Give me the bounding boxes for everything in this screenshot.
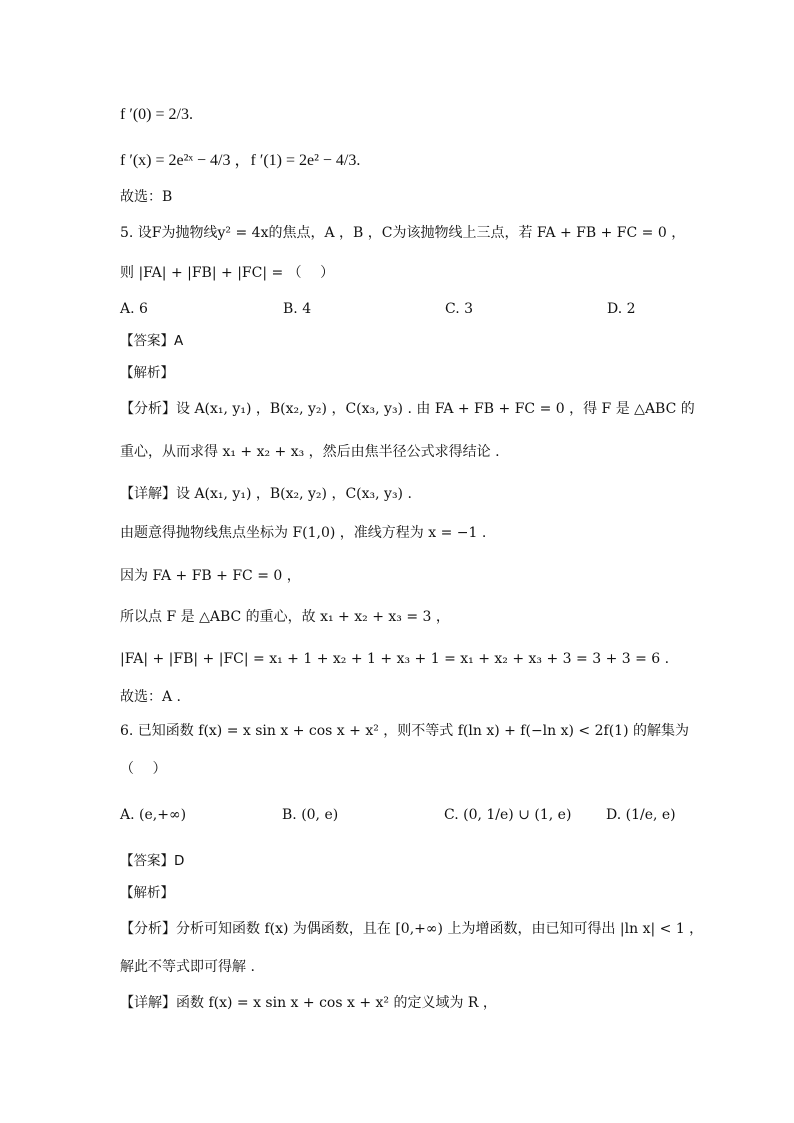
analysis-label: 【解析】 <box>120 885 174 901</box>
detail-line: 因为 FA + FB + FC = 0 ， <box>120 568 301 584</box>
text-line: f ′(0) = 2/3. <box>120 106 193 123</box>
question-6-stem: 6. 已知函数 f(x) = x sin x + cos x + x² ，则不等式 f(ln x) + f(−ln x) < 2f(1) 的解集为 <box>120 723 689 739</box>
analysis-line: 解此不等式即可得解 . <box>120 959 255 975</box>
answer-label: 【答案】A <box>120 333 184 349</box>
detail-line: 所以点 F 是 △ABC 的重心，故 x₁ + x₂ + x₃ = 3 ， <box>120 609 450 625</box>
text-line: f ′(x) = 2e²ˣ − 4/3 ，f ′(1) = 2e² − 4/3. <box>120 152 361 169</box>
option-c: C. 3 <box>445 301 474 317</box>
option-a: A. 6 <box>120 301 148 317</box>
detail-line: 【详解】设 A(x₁, y₁) ，B(x₂, y₂) ，C(x₃, y₃) . <box>120 486 412 502</box>
option-d: D. (1/e, e) <box>606 807 676 823</box>
option-b: B. 4 <box>283 301 312 317</box>
text-line: 故选：A . <box>120 689 182 705</box>
option-a: A. (e,+∞) <box>120 807 187 823</box>
question-6-paren: （ ） <box>120 761 167 777</box>
question-5-ask: 则 |FA| + |FB| + |FC| = （ ） <box>120 265 335 281</box>
answer-label: 【答案】D <box>120 853 185 869</box>
detail-line: 由题意得抛物线焦点坐标为 F(1,0) ，准线方程为 x = −1 . <box>120 525 487 541</box>
option-d: D. 2 <box>607 301 636 317</box>
analysis-line: 【分析】设 A(x₁, y₁) ，B(x₂, y₂) ，C(x₃, y₃) . 由 FA + FB + FC = 0 ，得 F 是 △ABC 的 <box>120 401 695 417</box>
analysis-line: 【分析】分析可知函数 f(x) 为偶函数，且在 [0,+∞) 上为增函数，由已知可得出 |ln x| < 1 ， <box>120 921 704 937</box>
analysis-line: 重心，从而求得 x₁ + x₂ + x₃ ，然后由焦半径公式求得结论 . <box>120 444 500 460</box>
option-c: C. (0, 1/e) ∪ (1, e) <box>444 807 572 823</box>
detail-line: |FA| + |FB| + |FC| = x₁ + 1 + x₂ + 1 + x₃ + 1 = x₁ + x₂ + x₃ + 3 = 3 + 3 = 6 . <box>120 651 670 667</box>
question-5-stem: 5. 设F为抛物线y² = 4x的焦点，A ，B ，C为该抛物线上三点，若 FA + FB + FC = 0 ， <box>120 225 686 241</box>
analysis-label: 【解析】 <box>120 365 174 381</box>
option-b: B. (0, e) <box>282 807 339 823</box>
text-line: 故选：B <box>120 189 173 205</box>
detail-line: 【详解】函数 f(x) = x sin x + cos x + x² 的定义域为 R ， <box>120 995 497 1011</box>
